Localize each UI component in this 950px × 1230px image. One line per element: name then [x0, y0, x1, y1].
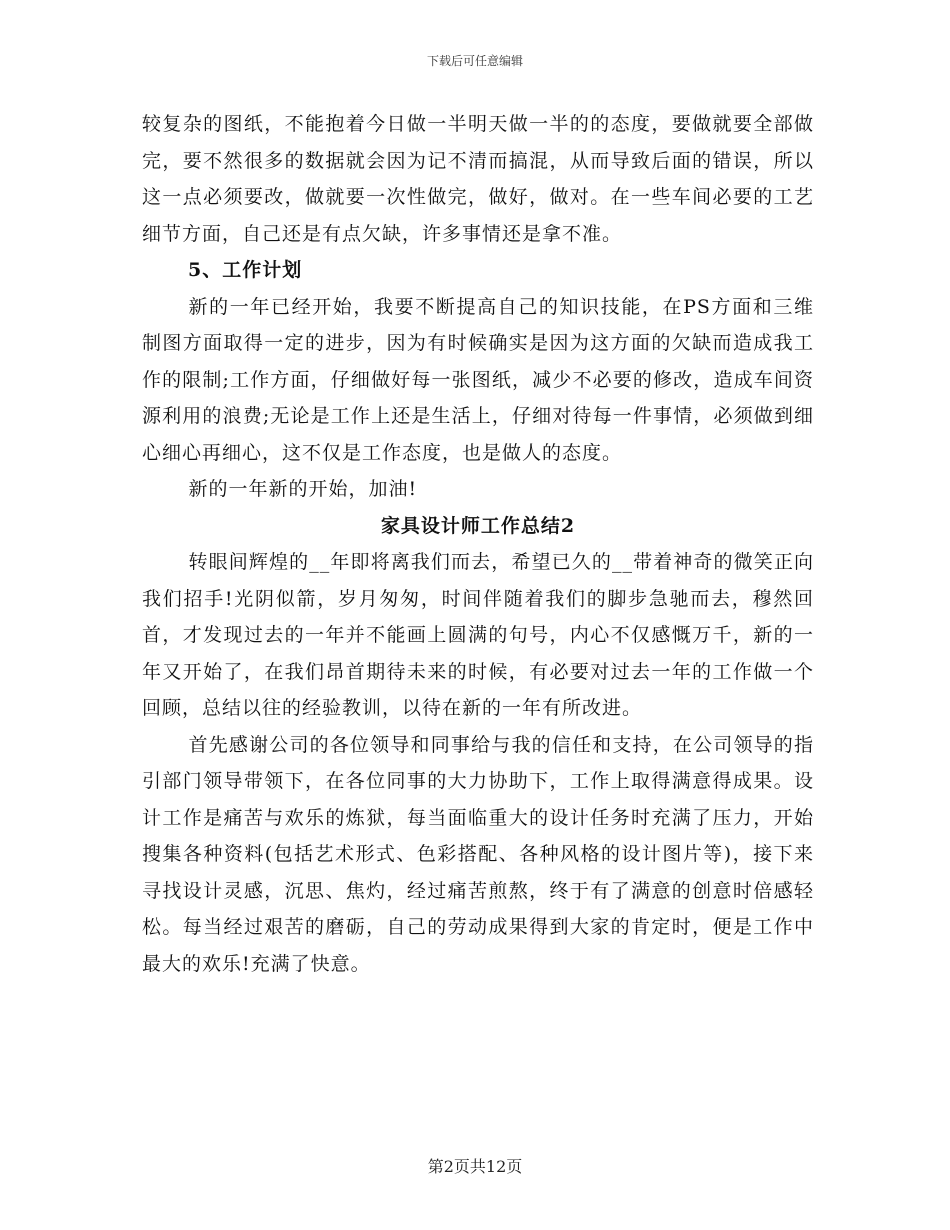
paragraph-thanks: 首先感谢公司的各位领导和同事给与我的信任和支持，在公司领导的指引部门领导带领下，在各位同事的大力协助下，工作上取得满意得成果。设计工作是痛苦与欢乐的炼狱，每当面临重大的设计任务时充满了压力，开始搜集各种资料(包括艺术形式、色彩搭配、各种风格的设计图片等)，接下来寻找设计灵感，沉思、焦灼，经过痛苦煎熬，终于有了满意的创意时倍感轻松。每当经过艰苦的磨砺，自己的劳动成果得到大家的肯定时，便是工作中最大的欢乐!充满了快意。 — [142, 733, 814, 975]
page-header: 下载后可任意编辑 — [426, 54, 523, 68]
document-title-2: 家具设计师工作总结2 — [380, 514, 576, 537]
paragraph-drawing-habits: 较复杂的图纸，不能抱着今日做一半明天做一半的的态度，要做就要全部做完，要不然很多的数据就会因为记不清而搞混，从而导致后面的错误，所以这一点必须要改，做就要一次性做完，做好，做对。在一些车间必要的工艺细节方面，自己还是有点欠缺，许多事情还是拿不准。 — [142, 113, 814, 245]
paragraph-new-year: 新的一年新的开始，加油! — [188, 478, 418, 500]
page-number-footer: 第2页共12页 — [427, 1157, 523, 1176]
section-heading-work-plan: 5、工作计划 — [188, 259, 303, 281]
document-body — [142, 106, 814, 982]
paragraph-work-plan: 新的一年已经开始，我要不断提高自己的知识技能，在PS方面和三维制图方面取得一定的进步，因为有时候确实是因为这方面的欠缺而造成我工作的限制;工作方面，仔细做好每一张图纸，减少不必要的修改，造成车间资源利用的浪费;无论是工作上还是生活上，仔细对待每一件事情，必须做到细心细心再细心，这不仅是工作态度，也是做人的态度。 — [142, 295, 814, 464]
paragraph-review-intro: 转眼间辉煌的__年即将离我们而去，希望已久的__带着神奇的微笑正向我们招手!光阴似箭，岁月匆匆，时间伴随着我们的脚步急驰而去，穆然回首，才发现过去的一年并不能画上圆满的句号，内心不仅感慨万千，新的一年又开始了，在我们昂首期待未来的时候，有必要对过去一年的工作做一个回顾，总结以往的经验教训，以待在新的一年有所改进。 — [142, 551, 814, 719]
